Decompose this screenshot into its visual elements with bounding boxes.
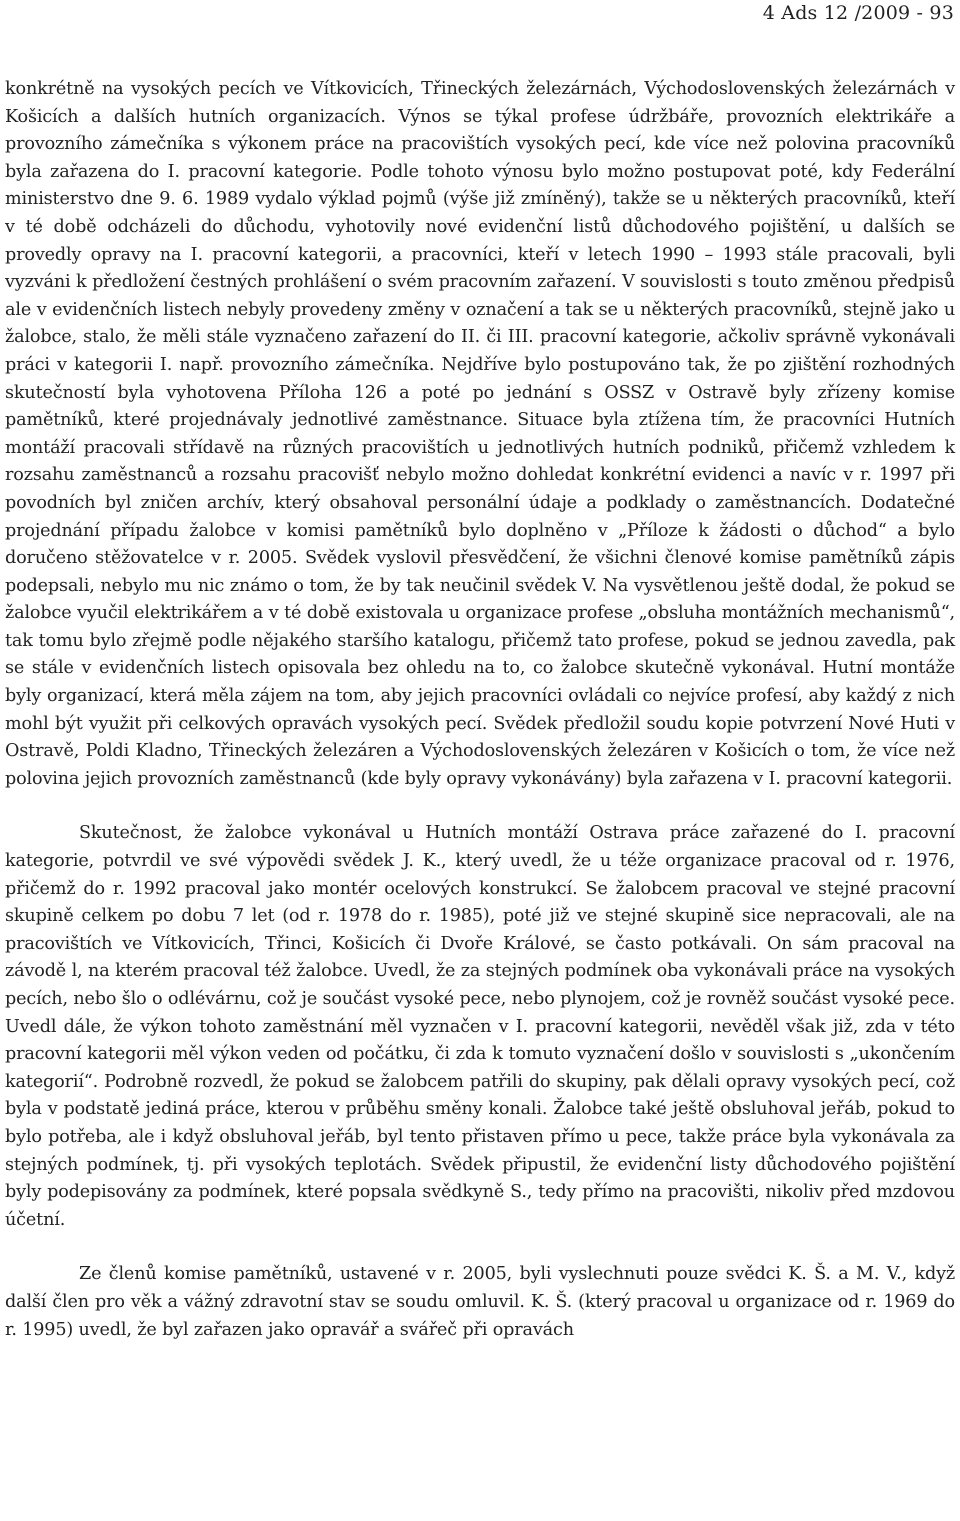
paragraph-commission-members: Ze členů komise pamětníků, ustavené v r. 2005, byli vyslechnuti pouze svědci K. Š. a M. V., když další člen pro věk a vážný zdravotní stav se soudu omluvil. K. Š. (který pracoval u organizace od r. 1969 do r. 1995) uvedl, že byl zařazen jako opravář a svářeč při opravách (5, 1264, 955, 1340)
paragraph-witness-jk: Skutečnost, že žalobce vykonával u Hutních montáží Ostrava práce zařazené do I. pracovní kategorie, potvrdil ve své výpovědi svědek J. K., který uvedl, že u téže organizace pracoval od r. 1976, přičemž do r. 1992 pracoval jako montér ocelových konstrukcí. Se žalobcem pracoval ve stejné pracovní skupině celkem po dobu 7 let (od r. 1978 do r. 1985), poté již ve stejné skupině sice nepracovali, ale na pracovištích ve Vítkovicích, Třinci, Košicích či Dvoře Králové, se často potkávali. On sám pracoval na závodě l, na kterém pracoval též žalobce. Uvedl, že za stejných podmínek oba vykonávali práce na vysokých pecích, nebo šlo o odlévárnu, což je součást vysoké pece, nebo plynojem, což je rovněž součást vysoké pece. Uvedl dále, že výkon tohoto zaměstnání měl vyznačen v I. pracovní kategorii, nevěděl však již, zda v této pracovní kategorii měl výkon veden od počátku, či zda k tomuto vyznačení došlo v souvislosti s „ukončením kategorií“. Podrobně rozvedl, že pokud se žalobcem patřili do skupiny, pak dělali opravy vysokých pecí, což byla v podstatě jediná práce, kterou v průběhu směny konali. Žalobce také ještě obsluhoval jeřáb, pokud to bylo potřeba, ale i když obsluhoval jeřáb, byl tento přistaven přímo u pece, takže práce byla vykonávala za stejných podmínek, tj. při vysokých teplotách. Svědek připustil, že evidenční listy důchodového pojištění byly podepisovány za podmínek, které popsala svědkyně S., tedy přímo na pracovišti, nikoliv před mzdovou účetní. (5, 823, 955, 1230)
paragraph-witness-testimony-continued: konkrétně na vysokých pecích ve Vítkovicích, Třineckých železárnách, Východoslovenských železárnách v Košicích a dalších hutních organizacích. Výnos se týkal profese údržbáře, provozních elektrikáře a provozního zámečníka s výkonem práce na pracovištích vysokých pecí, kde více než polovina pracovníků byla zařazena do I. pracovní kategorie. Podle tohoto výnosu bylo možno postupovat poté, kdy Federální ministerstvo dne 9. 6. 1989 vydalo výklad pojmů (výše již zmíněný), takže se u některých pracovníků, kteří v té době odcházeli do důchodu, vyhotovily nové evidenční listů důchodového pojištění, u dalších se provedly opravy na I. pracovní kategorii, a pracovníci, kteří v letech 1990 – 1993 stále pracovali, byli vyzváni k předložení čestných prohlášení o svém pracovním zařazení. V souvislosti s touto změnou předpisů ale v evidenčních listech nebyly provedeny změny v označení a tak se u některých pracovníků, stejně jako u žalobce, stalo, že měli stále vyznačeno zařazení do II. či III. pracovní kategorie, ačkoliv správně vykonávali práci v kategorii I. např. provozního zámečníka. Nejdříve bylo postupováno tak, že po zjištění rozhodných skutečností byla vyhotovena Příloha 126 a poté po jednání s OSSZ v Ostravě byly zřízeny komise pamětníků, které projednávaly jednotlivé zaměstnance. Situace byla ztížena tím, že pracovníci Hutních montáží pracovali střídavě na různých pracovištích u jednotlivých hutních podniků, přičemž vzhledem k rozsahu zaměstnanců a rozsahu pracovišť nebylo možno dohledat konkrétní evidenci a navíc v r. 1997 při povodních byl zničen archív, který obsahoval personální údaje a podklady o zaměstnancích. Dodatečné projednání případu žalobce v komisi pamětníků bylo doplněno v „Příloze k žádosti o důchod“ a bylo doručeno stěžovatelce v r. 2005. Svědek vyslovil přesvědčení, že všichni členové komise pamětníků zápis podepsali, nebylo mu nic známo o tom, že by tak neučinil svědek V. Na vysvětlenou ještě dodal, že pokud se žalobce vyučil elektrikářem a v té době existovala u organizace profese „obsluha montážních mechanismů“, tak tomu bylo zřejmě podle nějakého staršího katalogu, přičemž tato profese, pokud se jednou zavedla, pak se stále v evidenčních listech opisovala bez ohledu na to, co žalobce skutečně vykonával. Hutní montáže byly organizací, která měla zájem na tom, aby jejich pracovníci ovládali co nejvíce profesí, aby každý z nich mohl být využit při celkových opravách vysokých pecí. Svědek předložil soudu kopie potvrzení Nové Huti v Ostravě, Poldi Kladno, Třineckých železáren a Východoslovenských železáren v Košicích o tom, že více než polovina jejich provozních zaměstnanců (kde byly opravy vykonávány) byla zařazena v I. pracovní kategorii. (5, 79, 955, 789)
paragraph-gap (5, 1234, 955, 1261)
paragraph-gap (5, 793, 955, 820)
document-body (5, 76, 955, 1344)
page-header: 4 Ads 12 /2009 - 93 (762, 2, 954, 24)
